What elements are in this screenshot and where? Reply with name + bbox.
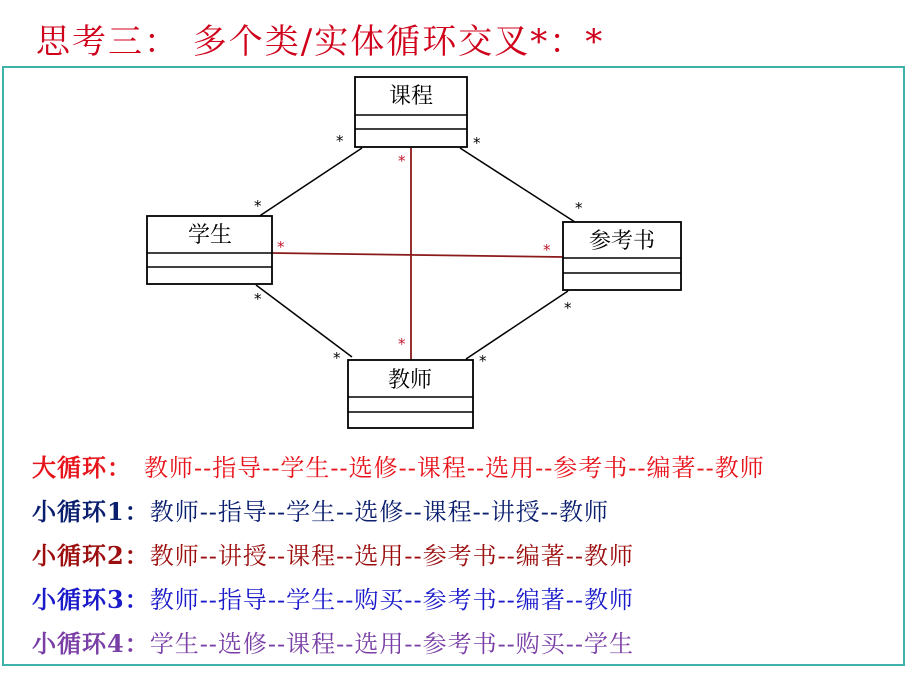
- loop-label: 小循环1：: [32, 497, 150, 526]
- class-student: [147, 216, 272, 284]
- loop-path: 学生--选修--课程--选用--参考书--购买--学生: [149, 630, 635, 658]
- loop-line: [32, 448, 765, 483]
- class-teacher: [348, 360, 473, 428]
- loop-path: 教师--讲授--课程--选用--参考书--编著--教师: [149, 542, 635, 570]
- assoc-student-teacher: [256, 285, 352, 357]
- loop-line: [32, 492, 609, 527]
- multiplicity-star: *: [543, 241, 551, 259]
- loop-label: 小循环3：: [32, 585, 150, 614]
- loop-line: [32, 536, 634, 571]
- multiplicity-star: *: [277, 238, 285, 256]
- loop-line: [32, 624, 634, 659]
- multiplicity-star: *: [398, 335, 406, 353]
- loop-path: 教师--指导--学生--选修--课程--选用--参考书--编著--教师: [144, 454, 765, 482]
- loop-line: [32, 580, 634, 615]
- slide-title: 思考三： 多个类/实体循环交叉*：*: [36, 22, 605, 62]
- loop-label: 大循环：: [32, 453, 132, 482]
- class-course: [355, 77, 467, 147]
- multiplicity-star: *: [254, 197, 262, 215]
- assoc-student-reference: [272, 253, 563, 257]
- loop-label: 小循环2：: [32, 541, 150, 570]
- class-teacher-name: 教师: [387, 368, 433, 393]
- assoc-course-student: [258, 148, 362, 217]
- assoc-course-reference: [460, 148, 578, 224]
- loop-label: 小循环4：: [32, 629, 150, 658]
- class-course-name: 课程: [388, 84, 434, 109]
- class-reference-name: 参考书: [588, 229, 656, 254]
- multiplicity-star: *: [336, 132, 344, 150]
- loop-path: 教师--指导--学生--选修--课程--讲授--教师: [149, 498, 610, 526]
- class-student-name: 学生: [187, 223, 233, 248]
- multiplicity-star: *: [575, 199, 583, 217]
- multiplicity-star: *: [398, 152, 406, 170]
- loop-path: 教师--指导--学生--购买--参考书--编著--教师: [149, 586, 635, 614]
- multiplicity-star: *: [564, 299, 572, 317]
- class-reference: [563, 222, 681, 290]
- multiplicity-star: *: [473, 134, 481, 152]
- multiplicity-star: *: [479, 352, 487, 370]
- multiplicity-star: *: [333, 349, 341, 367]
- multiplicity-star: *: [254, 290, 262, 308]
- assoc-reference-teacher: [466, 291, 568, 359]
